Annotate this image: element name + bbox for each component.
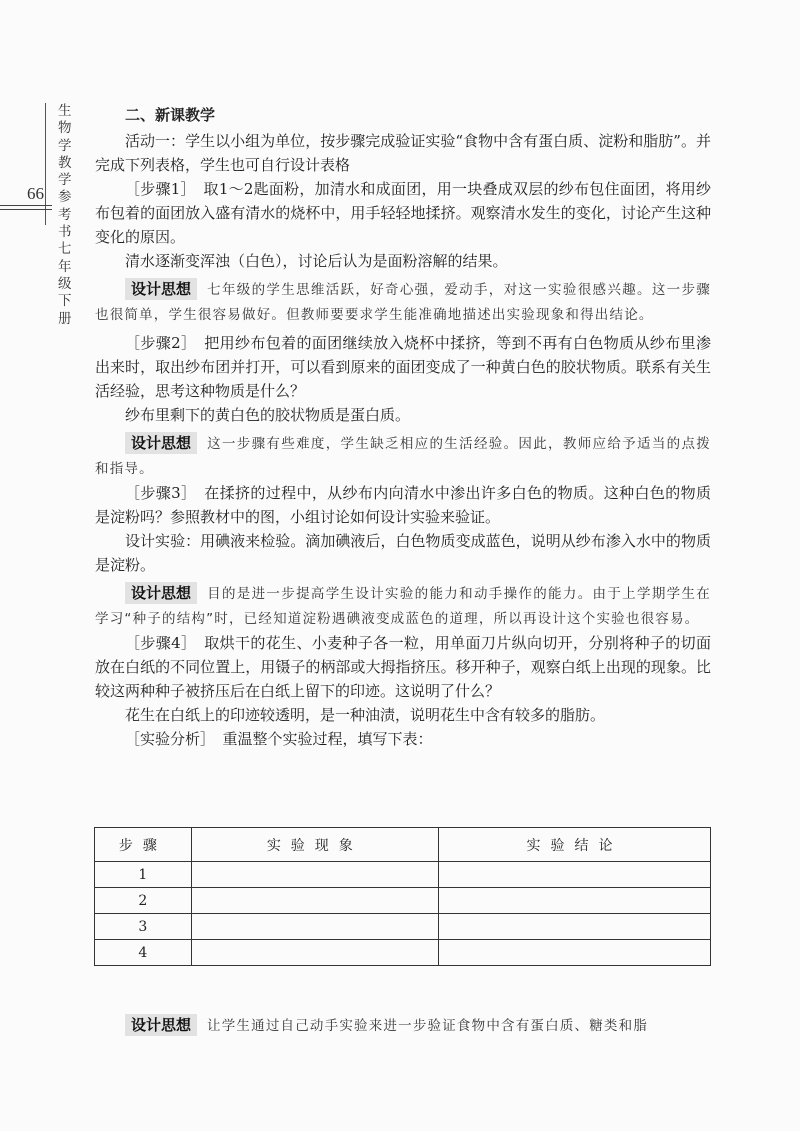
book-title-vertical: 生物学教学参考书七年级下册 [58,103,72,327]
table-row [95,914,711,940]
step-1: ［步骤1］ 取1～2匙面粉，加清水和成面团，用一块叠成双层的纱布包住面团，将用纱布包着的面团放入盛有清水的烧杯中，用手轻轻地揉挤。观察清水发生的变化，讨论产生这种变化的原因。 [95,180,711,246]
design-text-1: 七年级的学生思维活跃，好奇心强，爱动手，对这一实验很感兴趣。这一步骤也很简单，学生很容易做好。但教师要要求学生能准确地描述出实验现象和得出结论。 [95,282,711,323]
design-thought-3 [95,581,711,631]
empty-cell [191,914,438,940]
empty-cell [191,940,438,966]
section-heading: 二、新课教学 [125,106,216,124]
results-table [94,827,711,966]
page-rule-top [0,205,52,206]
empty-cell [438,914,710,940]
design-text-2: 这一步骤有些难度，学生缺乏相应的生活经验。因此，教师应给予适当的点拨和指导。 [95,436,711,477]
step-number: 4 [95,940,192,966]
design-tag: 设计思想 [125,582,197,604]
design-tag: 设计思想 [125,432,197,454]
table-row [95,888,711,914]
empty-cell [438,862,710,888]
step-3-result: 设计实验：用碘液来检验。滴加碘液后，白色物质变成蓝色，说明从纱布渗入水中的物质是淀粉。 [95,532,711,574]
design-text-3: 目的是进一步提高学生设计实验的能力和动手操作的能力。由于上学期学生在学习“种子的结构”时，已经知道淀粉遇碘液变成蓝色的道理，所以再设计这个实验也很容易。 [95,586,711,627]
empty-cell [438,940,710,966]
step-2-result: 纱布里剩下的黄白色的胶状物质是蛋白质。 [125,406,411,424]
table-header-row [95,828,711,862]
page-rule-bottom [0,209,52,210]
header-conclusion: 实验结论 [438,828,710,862]
side-rule [45,103,46,225]
step-3: ［步骤3］ 在揉挤的过程中，从纱布内向清水中渗出许多白色的物质。这种白色的物质是淀粉吗？参照教材中的图，小组讨论如何设计实验来验证。 [95,484,711,526]
step-number: 2 [95,888,192,914]
design-tag: 设计思想 [125,278,197,300]
experiment-analysis: ［实验分析］ 重温整个实验过程，填写下表： [125,730,433,748]
step-number: 3 [95,914,192,940]
step-1-result: 清水逐渐变浑浊（白色），讨论后认为是面粉溶解的结果。 [125,252,508,270]
design-text-4: 让学生通过自己动手实验来进一步验证食物中含有蛋白质、糖类和脂 [207,1018,649,1034]
main-content [95,103,711,751]
step-4: ［步骤4］ 取烘干的花生、小麦种子各一粒，用单面刀片纵向切开，分别将种子的切面放在白纸的不同位置上，用镊子的柄部或大拇指挤压。移开种子，观察白纸上出现的现象。比较这两种种子被挤压后在白纸上留下的印迹。这说明了什么？ [95,634,711,700]
activity-text: 活动一：学生以小组为单位，按步骤完成验证实验“食物中含有蛋白质、淀粉和脂肪”。并完成下列表格，学生也可自行设计表格 [95,132,711,174]
header-phenomenon: 实验现象 [191,828,438,862]
activity-intro [95,129,711,177]
step-4-result: 花生在白纸上的印迹较透明，是一种油渍，说明花生中含有较多的脂肪。 [125,706,606,724]
design-thought-4 [95,1013,711,1038]
design-tag: 设计思想 [125,1014,197,1036]
step-number: 1 [95,862,192,888]
empty-cell [191,888,438,914]
table-row [95,940,711,966]
empty-cell [438,888,710,914]
bottom-design-thought [95,998,711,1053]
empty-cell [191,862,438,888]
page-number: 66 [27,184,44,203]
design-thought-1 [95,277,711,327]
header-step: 步骤 [95,828,192,862]
step-2: ［步骤2］ 把用纱布包着的面团继续放入烧杯中揉挤，等到不再有白色物质从纱布里渗出来时，取出纱布团并打开，可以看到原来的面团变成了一种黄白色的胶状物质。联系有关生活经验，思考这种物质是什么？ [95,334,711,400]
table-row [95,862,711,888]
design-thought-2 [95,431,711,481]
